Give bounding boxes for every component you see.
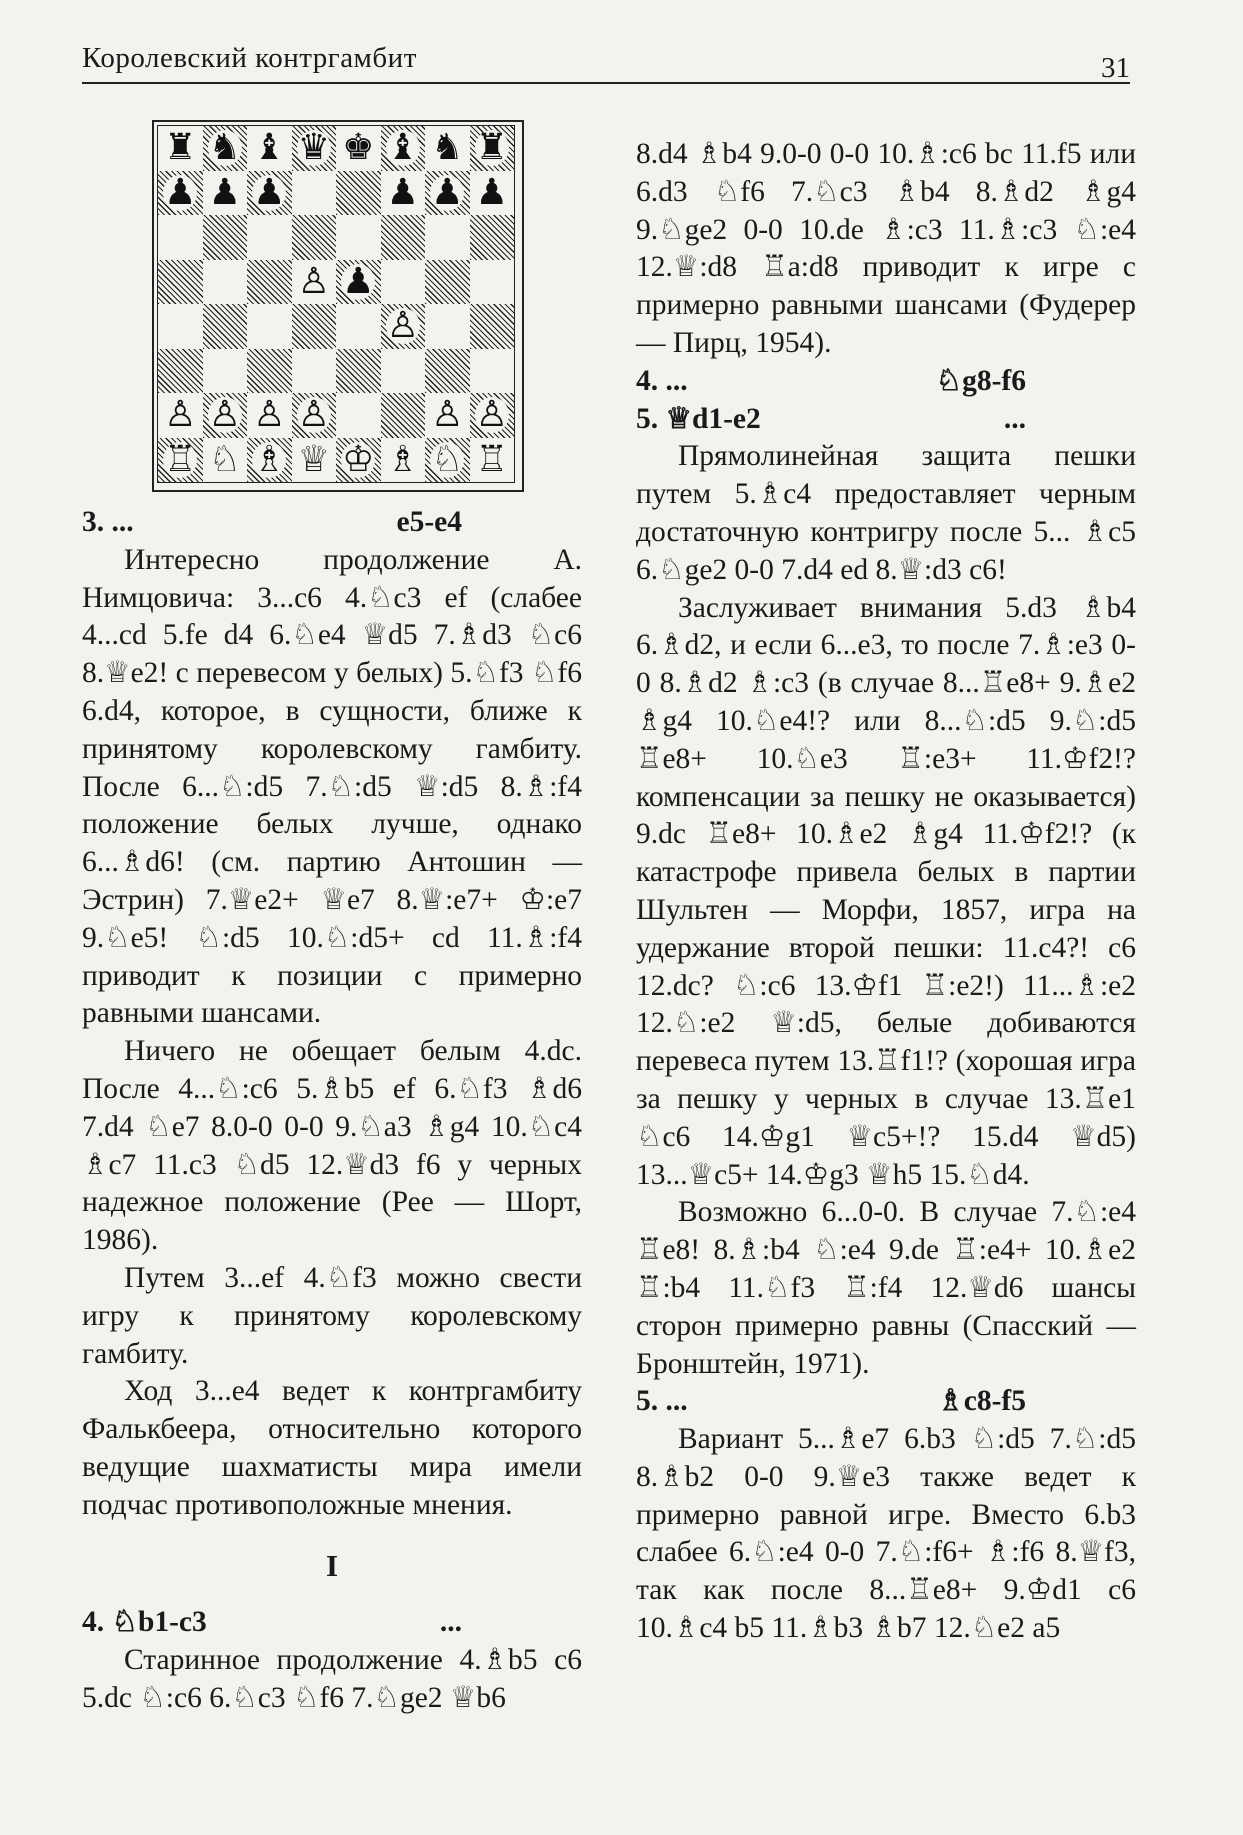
move-number: 5. ♕d1-e2 bbox=[636, 402, 761, 435]
board-square bbox=[381, 171, 426, 216]
board-square bbox=[425, 349, 470, 394]
chess-piece-icon: ♙ bbox=[253, 394, 286, 436]
move-number: 4. ... bbox=[636, 364, 688, 397]
board-square bbox=[292, 393, 337, 438]
chess-piece-icon: ♙ bbox=[475, 394, 508, 436]
chess-piece-icon: ♜ bbox=[475, 127, 508, 169]
board-square bbox=[470, 260, 515, 305]
board-square bbox=[425, 304, 470, 349]
page-number: 31 bbox=[1101, 52, 1130, 84]
move-text: ♗c8-f5 bbox=[937, 1385, 1026, 1418]
move-text: ♘g8-f6 bbox=[935, 364, 1026, 397]
board-square bbox=[470, 126, 515, 171]
board-square bbox=[470, 171, 515, 216]
chess-piece-icon: ♗ bbox=[386, 438, 419, 480]
chess-diagram bbox=[152, 120, 524, 492]
board-square bbox=[381, 438, 426, 483]
board-square bbox=[381, 304, 426, 349]
board-square bbox=[381, 126, 426, 171]
board-square bbox=[203, 304, 248, 349]
board-square bbox=[336, 349, 381, 394]
paragraph: Старинное продолжение 4.♗b5 c6 5.dc ♘:c6 6.♘c3 ♘f6 7.♘ge2 ♕b6 bbox=[82, 1644, 582, 1714]
paragraph: Ничего не обещает белым 4.dc. После 4...♘:c6 5.♗b5 ef 6.♘f3 ♗d6 7.d4 ♘e7 8.0-0 0-0 9.♘a3 ♗g4 10.♘c4 ♗c7 11.c3 ♘d5 12.♕d3 f6 у черных надежное положение (Рее — Шорт, 1986). bbox=[82, 1035, 582, 1257]
board-square bbox=[158, 438, 203, 483]
board-square bbox=[470, 215, 515, 260]
move-heading bbox=[636, 363, 1136, 401]
paragraph: Возможно 6...0-0. В случае 7.♘:e4 ♖e8! 8.♗:b4 ♘:e4 9.de ♖:e4+ 10.♗e2 ♖:b4 11.♘f3 ♖:f4 12.♕d6 шансы сторон примерно равны (Спасский — Бронштейн, 1971). bbox=[636, 1196, 1136, 1380]
board-square bbox=[470, 393, 515, 438]
right-column bbox=[636, 136, 1136, 1648]
board-square bbox=[470, 438, 515, 483]
chess-piece-icon: ♕ bbox=[297, 438, 330, 480]
board-square bbox=[247, 215, 292, 260]
board-square bbox=[470, 349, 515, 394]
board-square bbox=[158, 349, 203, 394]
chess-piece-icon: ♟ bbox=[208, 171, 241, 213]
board-square bbox=[470, 304, 515, 349]
board-square bbox=[336, 215, 381, 260]
board-square bbox=[158, 126, 203, 171]
chess-piece-icon: ♔ bbox=[342, 438, 375, 480]
chess-piece-icon: ♘ bbox=[431, 438, 464, 480]
board-square bbox=[425, 171, 470, 216]
board-square bbox=[158, 215, 203, 260]
chess-piece-icon: ♝ bbox=[253, 127, 286, 169]
paragraph: Заслуживает внимания 5.d3 ♗b4 6.♗d2, и если 6...e3, то после 7.♗:e3 0-0 8.♗d2 ♗:c3 (в случае 8...♖e8+ 9.♗e2 ♗g4 10.♘e4!? или 8...♘:d5 9.♘:d5 ♖e8+ 10.♘e3 ♖:e3+ 11.♔f2!? компенсации за пешку не оказывается) 9.dc ♖e8+ 10.♗e2 ♗g4 11.♔f2!? (к катастрофе привела белых в партии Шультен — Морфи, 1857, игра на удержание второй пешки: 11.c4?! c6 12.dc? ♘:c6 13.♔f1 ♖:e2!) 11...♗:e2 12.♘:e2 ♕:d5, белые добиваются перевеса путем 13.♖f1!? (хорошая игра за пешку у черных в случае 13.♖e1 ♘c6 14.♔g1 ♕c5+!? 15.d4 ♕d5) 13...♕c5+ 14.♔g3 ♕h5 15.♘d4. bbox=[636, 591, 1136, 1191]
board-square bbox=[336, 171, 381, 216]
board-square bbox=[336, 393, 381, 438]
board-square bbox=[381, 393, 426, 438]
board-square bbox=[203, 349, 248, 394]
chess-piece-icon: ♘ bbox=[208, 438, 241, 480]
board-square bbox=[158, 304, 203, 349]
chess-piece-icon: ♖ bbox=[475, 438, 508, 480]
chess-piece-icon: ♞ bbox=[208, 127, 241, 169]
move-number: 4. ♘b1-c3 bbox=[82, 1606, 207, 1639]
board-square bbox=[425, 393, 470, 438]
running-head bbox=[82, 38, 1130, 84]
board-square bbox=[247, 126, 292, 171]
board-square bbox=[203, 215, 248, 260]
board-square bbox=[425, 438, 470, 483]
board-square bbox=[336, 260, 381, 305]
section-number: I bbox=[325, 1547, 339, 1583]
chess-piece-icon: ♟ bbox=[164, 171, 197, 213]
running-title: Королевский контргамбит bbox=[82, 42, 417, 74]
chess-piece-icon: ♙ bbox=[431, 394, 464, 436]
chess-piece-icon: ♜ bbox=[164, 127, 197, 169]
move-number: 3. ... bbox=[82, 506, 134, 538]
paragraph: Путем 3...ef 4.♘f3 можно свести игру к принятому королевскому гамбиту. bbox=[82, 1261, 582, 1370]
chess-piece-icon: ♛ bbox=[297, 127, 330, 169]
board-square bbox=[247, 349, 292, 394]
chess-piece-icon: ♝ bbox=[386, 127, 419, 169]
board-square bbox=[336, 304, 381, 349]
chess-piece-icon: ♙ bbox=[208, 394, 241, 436]
move-text: ... bbox=[1003, 402, 1026, 435]
board-square bbox=[292, 171, 337, 216]
board-square bbox=[158, 393, 203, 438]
chess-piece-icon: ♙ bbox=[386, 305, 419, 347]
board-square bbox=[381, 215, 426, 260]
paragraph: Интересно продолжение А. Нимцовича: 3...c6 4.♘c3 ef (слабее 4...cd 5.fe d4 6.♘e4 ♕d5 7.♗d3 ♘c6 8.♕e2! с перевесом у белых) 5.♘f3 ♘f6 6.d4, которое, в сущности, ближе к принятому королевскому гамбиту. После 6...♘:d5 7.♘:d5 ♕:d5 8.♗:f4 положение белых лучше, однако 6...♗d6! (см. партию Антошин — Эстрин) 7.♕e2+ ♕e7 8.♕:e7+ ♔:e7 9.♘e5! ♘:d5 10.♘:d5+ cd 11.♗:f4 приводит к позиции с примерно равными шансами. bbox=[82, 543, 582, 1030]
board-square bbox=[425, 126, 470, 171]
board-square bbox=[203, 171, 248, 216]
board-square bbox=[247, 260, 292, 305]
board-square bbox=[292, 349, 337, 394]
paragraph: Ход 3...e4 ведет к контргамбиту Фалькбеера, относительно которого ведущие шахматисты мира имели подчас противоположные мнения. bbox=[82, 1375, 582, 1521]
board-square bbox=[292, 126, 337, 171]
board-square bbox=[292, 304, 337, 349]
board-square bbox=[425, 215, 470, 260]
board-square bbox=[203, 126, 248, 171]
chess-piece-icon: ♟ bbox=[342, 260, 375, 302]
chess-piece-icon: ♟ bbox=[431, 171, 464, 213]
board-square bbox=[336, 438, 381, 483]
board-square bbox=[247, 393, 292, 438]
chess-board bbox=[157, 125, 515, 483]
paragraph: Прямолинейная защита пешки путем 5.♗c4 предоставляет черным достаточную контригру после 5... ♗c5 6.♘ge2 0-0 7.d4 ed 8.♕:d3 c6! bbox=[636, 440, 1136, 586]
board-square bbox=[336, 126, 381, 171]
board-square bbox=[247, 171, 292, 216]
move-text: e5-e4 bbox=[396, 506, 462, 538]
move-text: ... bbox=[439, 1606, 462, 1639]
board-square bbox=[158, 260, 203, 305]
board-square bbox=[425, 260, 470, 305]
chess-piece-icon: ♟ bbox=[253, 171, 286, 213]
board-square bbox=[203, 393, 248, 438]
chess-piece-icon: ♙ bbox=[297, 394, 330, 436]
board-square bbox=[203, 438, 248, 483]
chess-piece-icon: ♙ bbox=[164, 394, 197, 436]
chess-piece-icon: ♙ bbox=[297, 260, 330, 302]
paragraph: Вариант 5...♗e7 6.b3 ♘:d5 7.♘:d5 8.♗b2 0-0 9.♕e3 также ведет к примерно равной игре. Вместо 6.b3 слабее 6.♘:e4 0-0 7.♘:f6+ ♗:f6 8.♕f3, так как после 8...♖e8+ 9.♔d1 c6 10.♗c4 b5 11.♗b3 ♗b7 12.♘e2 a5 bbox=[636, 1423, 1136, 1645]
board-square bbox=[158, 171, 203, 216]
move-heading bbox=[82, 504, 582, 542]
move-heading bbox=[82, 1604, 582, 1642]
move-heading bbox=[636, 1383, 1136, 1421]
chess-piece-icon: ♖ bbox=[164, 438, 197, 480]
chess-piece-icon: ♟ bbox=[386, 171, 419, 213]
paragraph: 8.d4 ♗b4 9.0-0 0-0 10.♗:c6 bc 11.f5 или 6.d3 ♘f6 7.♘c3 ♗b4 8.♗d2 ♗g4 9.♘ge2 0-0 10.de ♗:c3 11.♗:c3 ♘:e4 12.♕:d8 ♖a:d8 приводит к игре с примерно равными шансами (Фудерер — Пирц, 1954). bbox=[636, 138, 1136, 359]
move-number: 5. ... bbox=[636, 1385, 688, 1418]
board-square bbox=[381, 260, 426, 305]
board-square bbox=[203, 260, 248, 305]
chess-piece-icon: ♗ bbox=[253, 438, 286, 480]
left-column bbox=[82, 120, 582, 1718]
chess-piece-icon: ♞ bbox=[431, 127, 464, 169]
chess-piece-icon: ♚ bbox=[342, 127, 375, 169]
board-square bbox=[292, 260, 337, 305]
move-heading bbox=[636, 401, 1136, 439]
board-square bbox=[381, 349, 426, 394]
board-square bbox=[247, 438, 292, 483]
board-square bbox=[292, 215, 337, 260]
board-square bbox=[247, 304, 292, 349]
board-square bbox=[292, 438, 337, 483]
chess-piece-icon: ♟ bbox=[475, 171, 508, 213]
